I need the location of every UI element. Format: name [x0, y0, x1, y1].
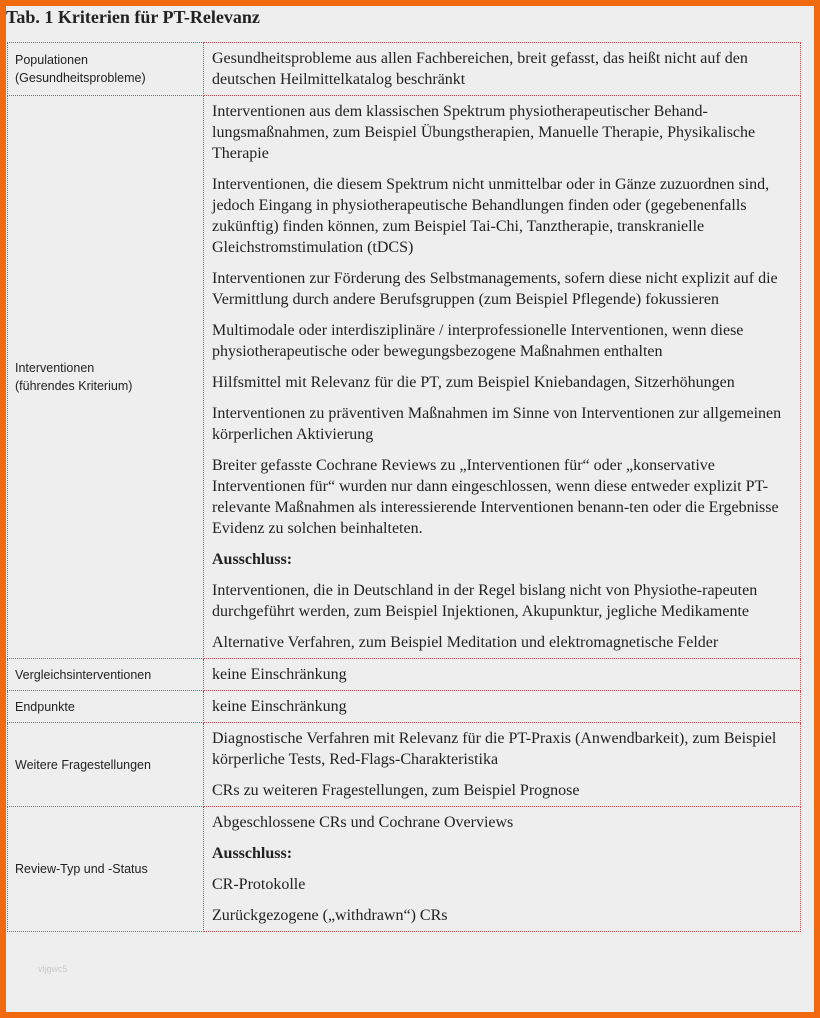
criterion-text: Zurückgezogene („withdrawn“) CRs	[212, 907, 448, 924]
criterion-text: CRs zu weiteren Fragestellungen, zum Beispiel Prognose	[212, 782, 580, 799]
row-label-review: Review-Typ und -Status	[8, 807, 204, 932]
label-line: Populationen	[15, 53, 88, 67]
row-content-weitere	[204, 723, 801, 807]
criterion-text: Alternative Verfahren, zum Beispiel Meditation und elektromagnetische Felder	[212, 634, 719, 651]
criterion-text: Multimodale oder interdisziplinäre / interprofessionelle Interventionen, wenn diese physiotherapeutische oder bewegungsbezogene Maßnahmen enthalten	[212, 322, 744, 360]
criterion-text: Interventionen, die in Deutschland in der Regel bislang nicht von Physiothe-rapeuten durchgeführt werden, zum Beispiel Injektionen, Akupunktur, jegliche Medikamente	[212, 582, 758, 620]
label-line: Interventionen	[15, 361, 95, 375]
criterion-text: Abgeschlossene CRs und Cochrane Overviews	[212, 814, 514, 831]
criterion-text: Interventionen aus dem klassischen Spektrum physiotherapeutischer Behand-lungsmaßnahmen, zum Beispiel Übungstherapien, Manuelle Therapie, Physikalische Therapie	[212, 103, 756, 162]
label-line: (führendes Kriterium)	[15, 379, 133, 393]
row-content-interventionen	[204, 96, 801, 659]
row-label-vergleich: Vergleichsinterventionen	[8, 659, 204, 691]
criterion-text: Interventionen zu präventiven Maßnahmen im Sinne von Interventionen zur allgemeinen körperlichen Aktivierung	[212, 405, 782, 443]
row-content-vergleich	[204, 659, 801, 691]
criterion-text: keine Einschränkung	[212, 698, 347, 715]
row-label-populationen	[8, 43, 204, 96]
watermark: vljgwc5	[38, 964, 68, 974]
exclusion-heading: Ausschluss:	[212, 551, 293, 568]
criterion-text: Breiter gefasste Cochrane Reviews zu „Interventionen für“ oder „konservative Interventionen für“ wurden nur dann eingeschlossen, wenn diese entweder explizit PT-relevante Maßnahmen als interessierende Interventionen benann-ten oder die Ergebnisse Evidenz zu solchen beinhalteten.	[212, 457, 779, 537]
table-row-vergleich	[8, 659, 801, 691]
row-label-endpunkte: Endpunkte	[8, 691, 204, 723]
table-row-interventionen	[8, 96, 801, 659]
criterion-text: Diagnostische Verfahren mit Relevanz für die PT-Praxis (Anwendbarkeit), zum Beispiel körperliche Tests, Red-Flags-Charakteristika	[212, 730, 777, 768]
exclusion-heading: Ausschluss:	[212, 845, 293, 862]
row-label-interventionen	[8, 96, 204, 659]
table-row-review	[8, 807, 801, 932]
criteria-table	[7, 42, 801, 932]
row-label-weitere: Weitere Fragestellungen	[8, 723, 204, 807]
table-row-endpunkte	[8, 691, 801, 723]
criterion-text: keine Einschränkung	[212, 666, 347, 683]
criterion-text: Interventionen, die diesem Spektrum nicht unmittelbar oder in Gänze zuzuordnen sind, jedoch Eingang in physiotherapeutische Behandlungen finden oder (gegebenenfalls zukünftig) finden können, zum Beispiel Tai-Chi, Tanztherapie, transkranielle Gleichstromstimulation (tDCS)	[212, 176, 770, 256]
label-line: (Gesundheitsprobleme)	[15, 71, 146, 85]
table-title: Tab. 1 Kriterien für PT-Relevanz	[6, 7, 260, 27]
criterion-text: Interventionen zur Förderung des Selbstmanagements, sofern diese nicht explizit auf die Vermittlung durch andere Berufsgruppen (zum Beispiel Pflegende) fokussieren	[212, 270, 778, 308]
criterion-text: CR-Protokolle	[212, 876, 306, 893]
table-row-populationen	[8, 43, 801, 96]
row-content-endpunkte	[204, 691, 801, 723]
criterion-text: Hilfsmittel mit Relevanz für die PT, zum Beispiel Kniebandagen, Sitzerhöhungen	[212, 374, 735, 391]
table-row-weitere	[8, 723, 801, 807]
criterion-text: Gesundheitsprobleme aus allen Fachbereichen, breit gefasst, das heißt nicht auf den deutschen Heilmittelkatalog beschränkt	[212, 50, 748, 88]
row-content-review	[204, 807, 801, 932]
row-content-populationen	[204, 43, 801, 96]
